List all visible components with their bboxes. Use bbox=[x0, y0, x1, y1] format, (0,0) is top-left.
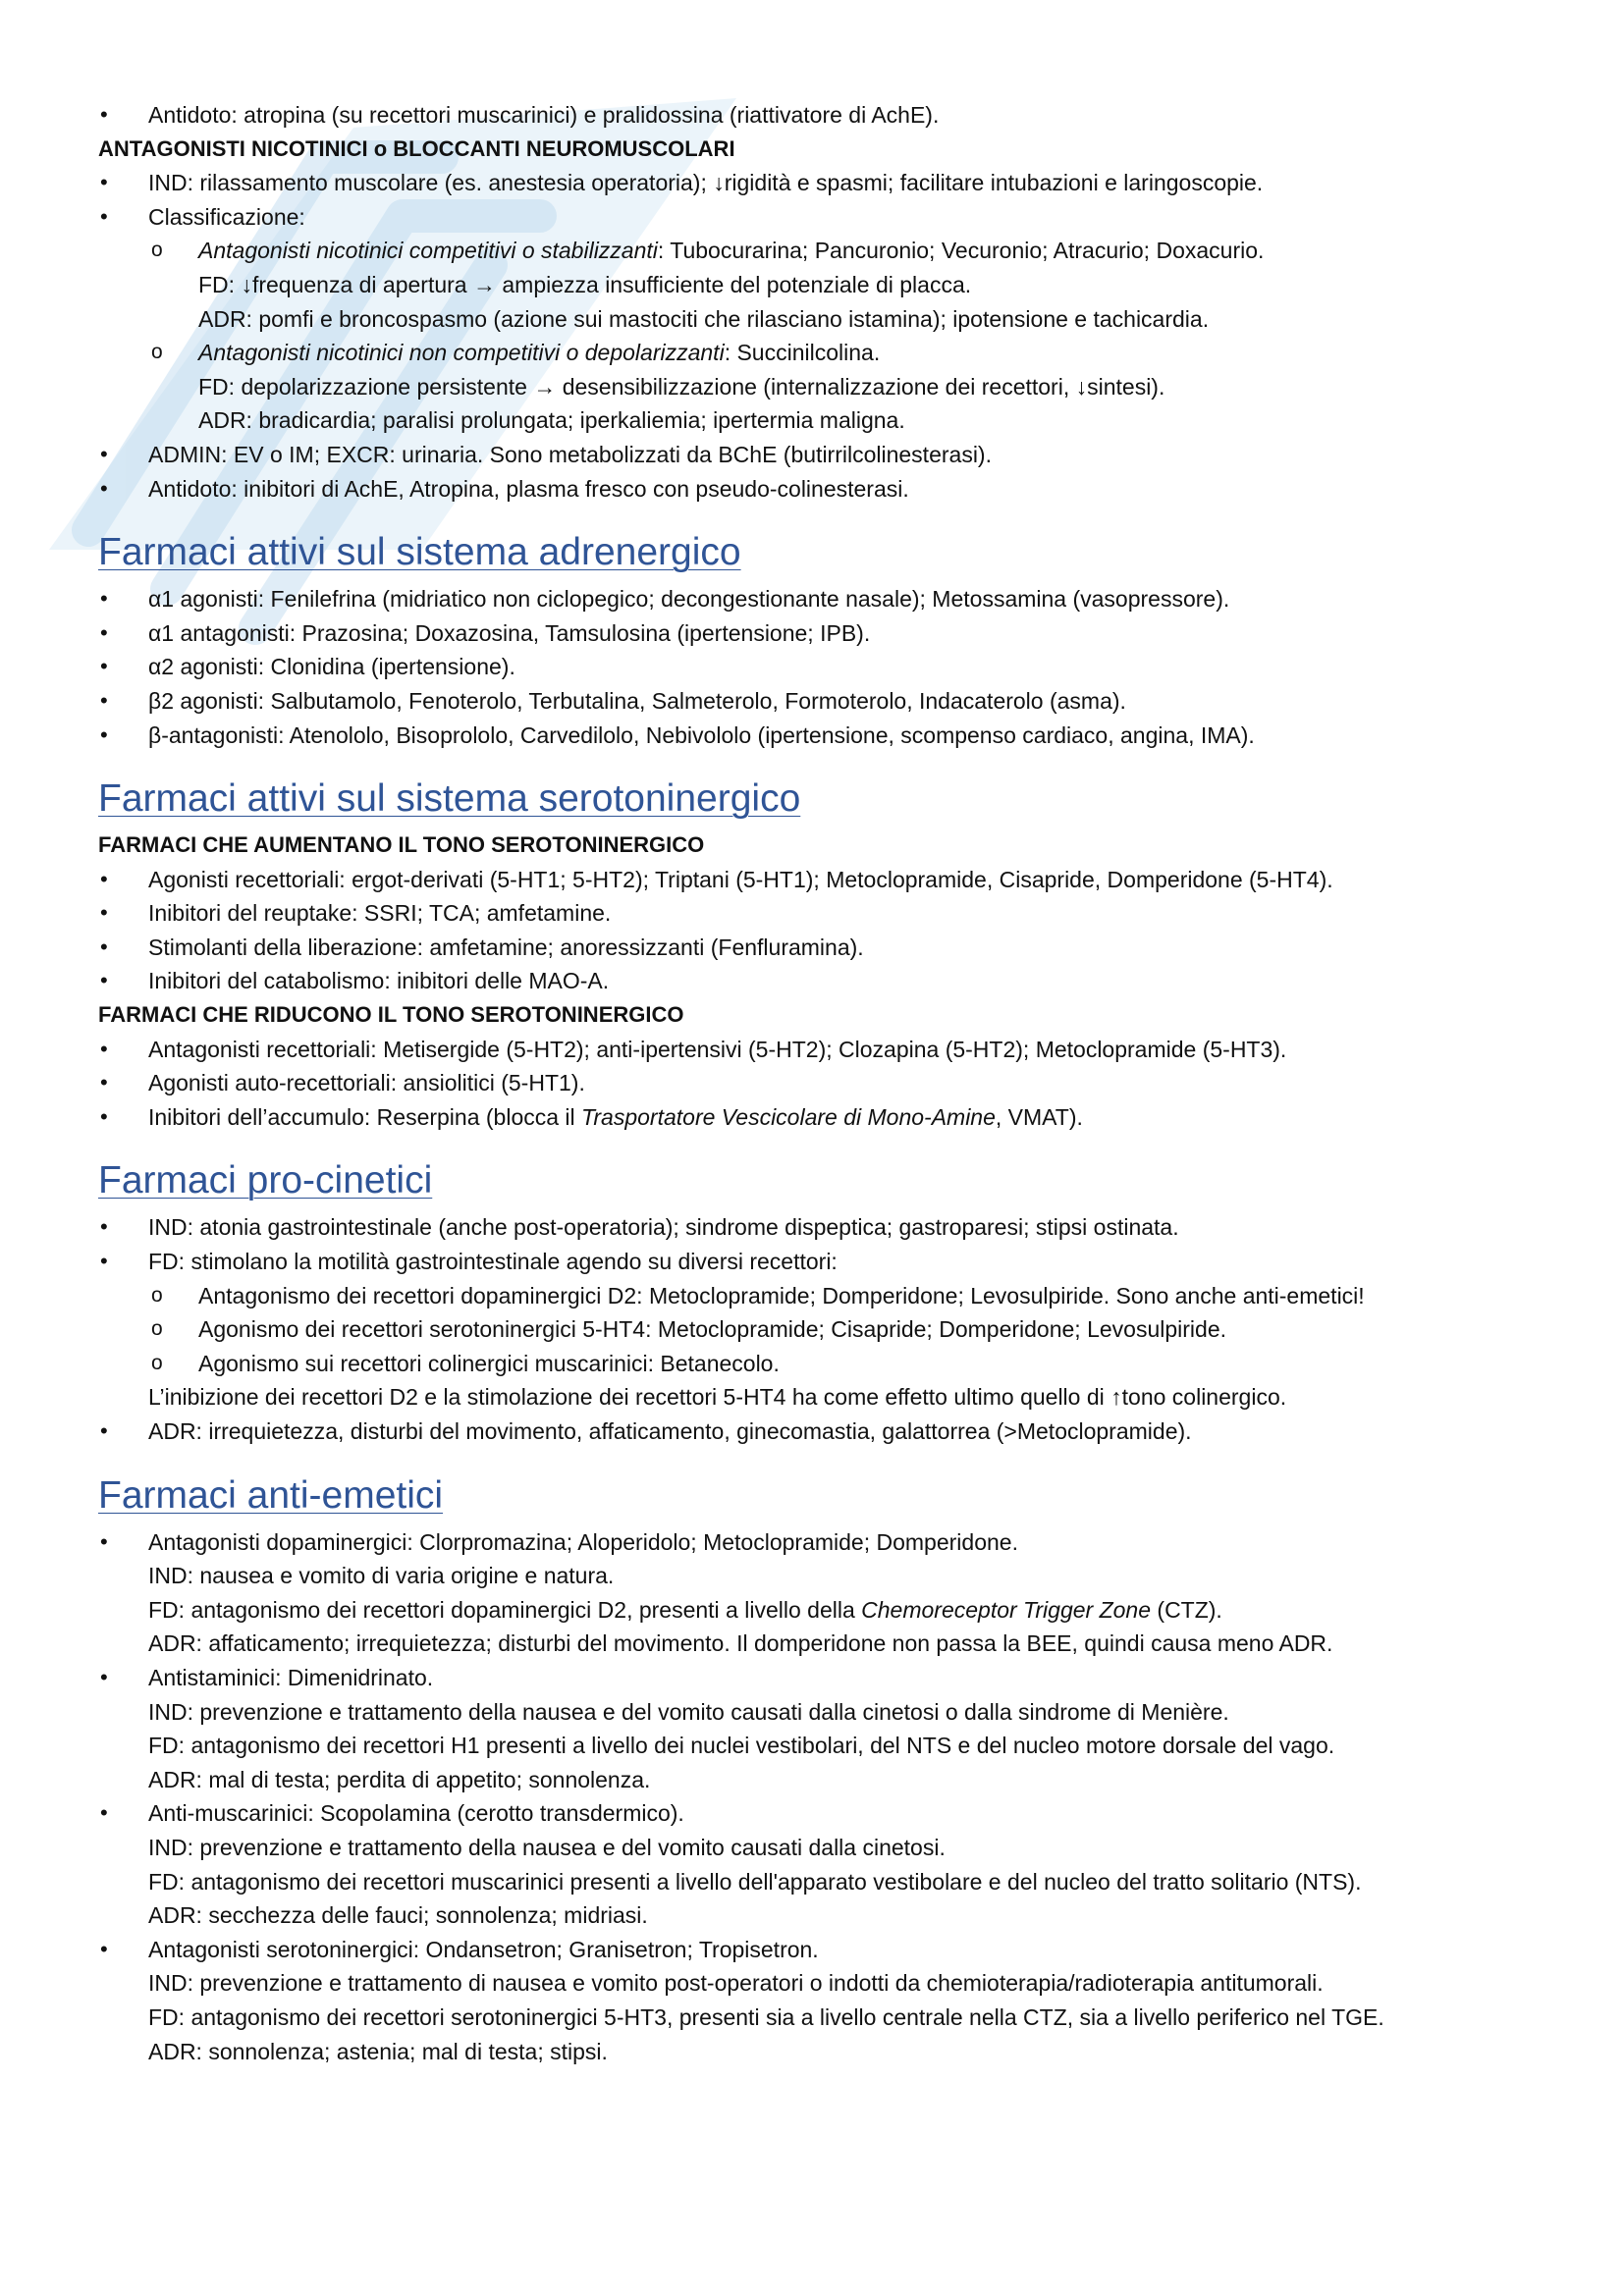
riducono-item: • Agonisti auto-recettoriali: ansiolitici (5-HT1). bbox=[98, 1066, 1532, 1100]
aumentano-item: • Stimolanti della liberazione: amfetamine; anoressizzanti (Fenfluramina). bbox=[98, 931, 1532, 965]
dopaminergici-ind: IND: nausea e vomito di varia origine e natura. bbox=[148, 1563, 615, 1589]
competitivi-drugs: : Tubocurarina; Pancuronio; Vecuronio; Atracurio; Doxacurio. bbox=[657, 238, 1265, 264]
serotoninergici-adr: ADR: sonnolenza; astenia; mal di testa; stipsi. bbox=[148, 2038, 608, 2064]
adrenergico-item: • β2 agonisti: Salbutamolo, Fenoterolo, Terbutalina, Salmeterolo, Formoterolo, Indacaterolo (asma). bbox=[98, 684, 1532, 719]
subtitle-riducono: FARMACI CHE RIDUCONO IL TONO SEROTONINERGICO bbox=[98, 1002, 684, 1028]
antistaminici-adr: ADR: mal di testa; perdita di appetito; sonnolenza. bbox=[148, 1766, 651, 1792]
nicotinici-classificazione: • Classificazione: bbox=[98, 200, 1532, 235]
antidoto-colinergico: • Antidoto: atropina (su recettori muscarinici) e pralidossina (riattivatore di AchE). bbox=[98, 98, 1532, 133]
dopaminergici-adr: ADR: affaticamento; irrequietezza; disturbi del movimento. Il domperidone non passa la BEE, quindi causa meno ADR. bbox=[148, 1630, 1333, 1657]
competitivi-item bbox=[98, 234, 1532, 268]
aumentano-item: • Inibitori del reuptake: SSRI; TCA; amfetamine. bbox=[98, 896, 1532, 931]
serotoninergici-fd: FD: antagonismo dei recettori serotoninergici 5-HT3, presenti sia a livello centrale nella CTZ, sia a livello periferico nel TGE. bbox=[148, 2003, 1384, 2030]
antimuscarinici-adr: ADR: secchezza delle fauci; sonnolenza; midriasi. bbox=[148, 1902, 648, 1929]
heading-antiemetici: Farmaci anti-emetici bbox=[98, 1473, 444, 1517]
riducono-item: • Antagonisti recettoriali: Metisergide (5-HT2); anti-ipertensivi (5-HT2); Clozapina (5-HT2); Metoclopramide (5-HT3). bbox=[98, 1033, 1532, 1067]
subtitle-aumentano: FARMACI CHE AUMENTANO IL TONO SEROTONINERGICO bbox=[98, 832, 705, 858]
serotoninergici-head: • Antagonisti serotoninergici: Ondansetron; Granisetron; Tropisetron. bbox=[98, 1933, 1532, 1967]
procinetici-fd: • FD: stimolano la motilità gastrointestinale agendo su diversi recettori: bbox=[98, 1245, 1532, 1279]
heading-adrenergico: Farmaci attivi sul sistema adrenergico bbox=[98, 531, 741, 574]
nicotinici-admin: • ADMIN: EV o IM; EXCR: urinaria. Sono metabolizzati da BChE (butirrilcolinesterasi). bbox=[98, 438, 1532, 472]
section-subtitle-nicotinici: ANTAGONISTI NICOTINICI o BLOCCANTI NEUROMUSCOLARI bbox=[98, 135, 735, 161]
procinetici-adr: • ADR: irrequietezza, disturbi del movimento, affaticamento, ginecomastia, galattorrea (>Metoclopramide). bbox=[98, 1415, 1532, 1449]
non-competitivi-drugs: : Succinilcolina. bbox=[724, 340, 881, 366]
antimuscarinici-head: • Anti-muscarinici: Scopolamina (cerotto transdermico). bbox=[98, 1796, 1532, 1831]
nicotinici-ind: • IND: rilassamento muscolare (es. anestesia operatoria); ↓rigidità e spasmi; facilitare intubazioni e laringoscopie. bbox=[98, 166, 1532, 200]
procinetici-note: L’inibizione dei recettori D2 e la stimolazione dei recettori 5-HT4 ha come effetto ultimo quello di ↑tono colinergico. bbox=[148, 1384, 1287, 1411]
dopaminergici-fd-end: (CTZ). bbox=[1151, 1596, 1222, 1623]
antistaminici-ind: IND: prevenzione e trattamento della nausea e del vomito causati dalla cinetosi o dalla sindrome di Menière. bbox=[148, 1698, 1229, 1725]
competitivi-fd: FD: ↓frequenza di apertura → ampiezza insufficiente del potenziale di placca. bbox=[198, 271, 972, 297]
antistaminici-head: • Antistaminici: Dimenidrinato. bbox=[98, 1661, 1532, 1695]
dopaminergici-fd bbox=[98, 1593, 1532, 1628]
document-page bbox=[98, 98, 1532, 2068]
competitivi-name: Antagonisti nicotinici competitivi o stabilizzanti bbox=[198, 238, 658, 264]
aumentano-item: • Inibitori del catabolismo: inibitori delle MAO-A. bbox=[98, 964, 1532, 998]
dopaminergici-head: • Antagonisti dopaminergici: Clorpromazina; Aloperidolo; Metoclopramide; Domperidone. bbox=[98, 1525, 1532, 1560]
antimuscarinici-fd: FD: antagonismo dei recettori muscarinici presenti a livello dell'apparato vestibolare e del nucleo del tratto solitario (NTS). bbox=[148, 1868, 1362, 1895]
antimuscarinici-ind: IND: prevenzione e trattamento della nausea e del vomito causati dalla cinetosi. bbox=[148, 1834, 946, 1860]
adrenergico-item: • α1 agonisti: Fenilefrina (midriatico non ciclopegico; decongestionante nasale); Metossamina (vasopressore). bbox=[98, 582, 1532, 616]
heading-procinetici: Farmaci pro-cinetici bbox=[98, 1159, 433, 1202]
dopaminergici-fd-text: FD: antagonismo dei recettori dopaminergici D2, presenti a livello della bbox=[148, 1596, 862, 1623]
reserpina-end: , VMAT). bbox=[995, 1103, 1083, 1130]
non-competitivi-name: Antagonisti nicotinici non competitivi o depolarizzanti bbox=[198, 340, 725, 366]
procinetici-sub-item: o Agonismo sui recettori colinergici muscarinici: Betanecolo. bbox=[98, 1347, 1532, 1381]
non-competitivi-item bbox=[98, 336, 1532, 370]
antistaminici-fd: FD: antagonismo dei recettori H1 presenti a livello dei nuclei vestibolari, del NTS e del nucleo motore dorsale del vago. bbox=[148, 1733, 1335, 1759]
adrenergico-item: • β-antagonisti: Atenololo, Bisoprololo, Carvedilolo, Nebivololo (ipertensione, scompenso cardiaco, angina, IMA). bbox=[98, 719, 1532, 753]
riducono-item-reserpina bbox=[98, 1100, 1532, 1135]
heading-serotoninergico: Farmaci attivi sul sistema serotoninergico bbox=[98, 777, 801, 821]
vmat-name: Trasportatore Vescicolare di Mono-Amine bbox=[581, 1103, 996, 1130]
non-competitivi-adr: ADR: bradicardia; paralisi prolungata; iperkaliemia; ipertermia maligna. bbox=[198, 407, 905, 434]
serotoninergici-ind: IND: prevenzione e trattamento di nausea e vomito post-operatori o indotti da chemioterapia/radioterapia antitumorali. bbox=[148, 1970, 1324, 1997]
procinetici-sub-item: o Antagonismo dei recettori dopaminergici D2: Metoclopramide; Domperidone; Levosulpiride. Sono anche anti-emetici! bbox=[98, 1279, 1532, 1313]
adrenergico-item: • α1 antagonisti: Prazosina; Doxazosina, Tamsulosina (ipertensione; IPB). bbox=[98, 616, 1532, 651]
procinetici-sub-item: o Agonismo dei recettori serotoninergici 5-HT4: Metoclopramide; Cisapride; Domperidone; Levosulpiride. bbox=[98, 1312, 1532, 1347]
competitivi-adr: ADR: pomfi e broncospasmo (azione sui mastociti che rilasciano istamina); ipotensione e tachicardia. bbox=[198, 305, 1210, 332]
adrenergico-item: • α2 agonisti: Clonidina (ipertensione). bbox=[98, 650, 1532, 684]
procinetici-ind: • IND: atonia gastrointestinale (anche post-operatoria); sindrome dispeptica; gastroparesi; stipsi ostinata. bbox=[98, 1210, 1532, 1245]
aumentano-item: • Agonisti recettoriali: ergot-derivati (5-HT1; 5-HT2); Triptani (5-HT1); Metoclopramide, Cisapride, Domperidone (5-HT4). bbox=[98, 863, 1532, 897]
nicotinici-antidoto: • Antidoto: inibitori di AchE, Atropina, plasma fresco con pseudo-colinesterasi. bbox=[98, 472, 1532, 507]
ctz-name: Chemoreceptor Trigger Zone bbox=[861, 1596, 1152, 1623]
non-competitivi-fd: FD: depolarizzazione persistente → desensibilizzazione (internalizzazione dei recettori, ↓sintesi). bbox=[198, 373, 1165, 400]
reserpina-text: Inibitori dell’accumulo: Reserpina (blocca il bbox=[148, 1103, 582, 1130]
